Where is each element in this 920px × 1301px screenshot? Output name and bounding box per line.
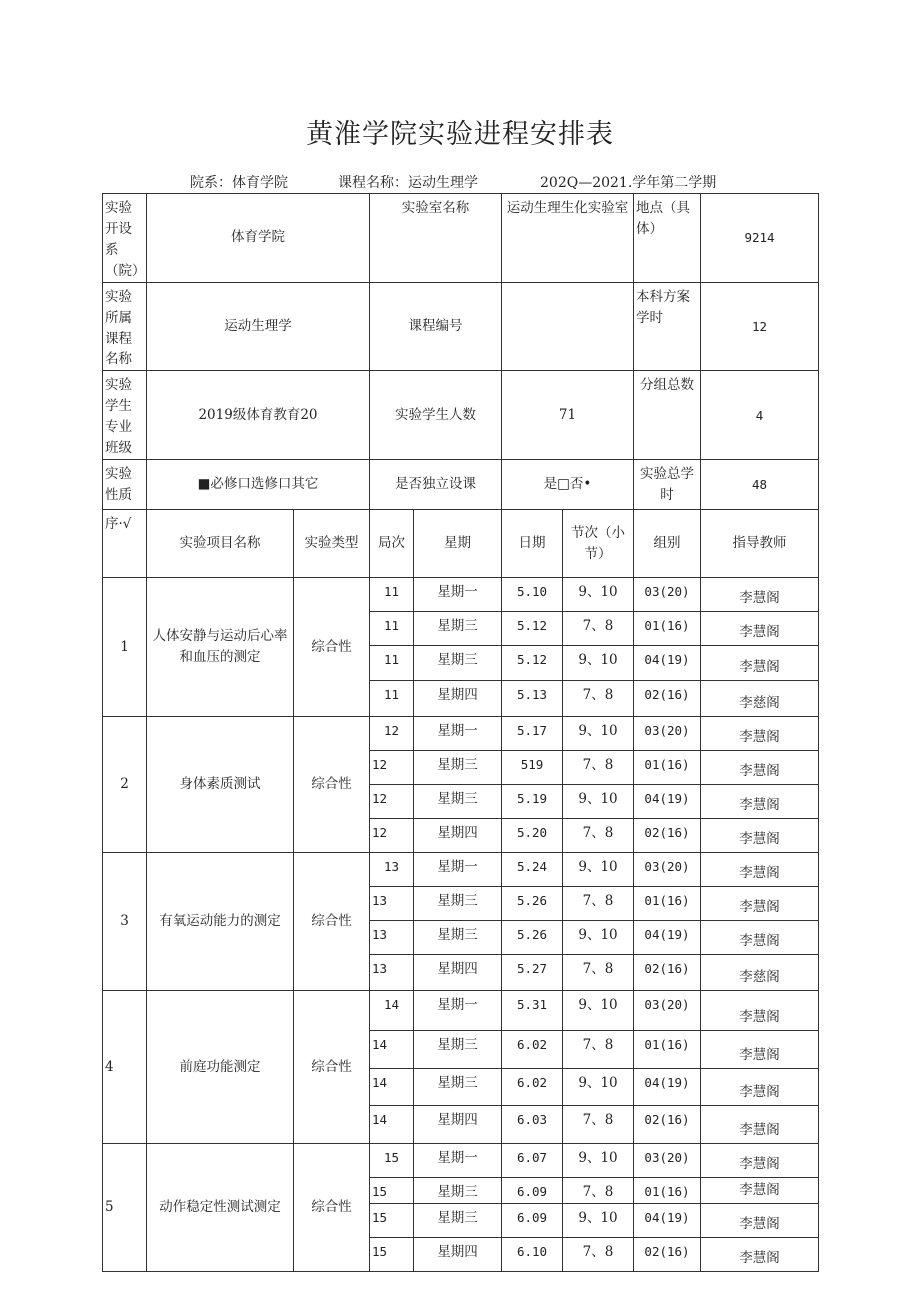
session-week: 13 xyxy=(370,921,414,955)
session-date: 5.26 xyxy=(502,887,563,921)
header-name: 实验项目名称 xyxy=(147,510,294,578)
session-date: 6.09 xyxy=(502,1204,563,1238)
session-date: 6.03 xyxy=(502,1106,563,1144)
session-weekday: 星期一 xyxy=(414,578,502,612)
session-period: 9、10 xyxy=(563,1069,634,1106)
session-weekday: 星期三 xyxy=(414,1069,502,1106)
session-group: 04(19) xyxy=(634,1069,701,1106)
session-weekday: 星期三 xyxy=(414,921,502,955)
header-weekday: 星期 xyxy=(414,510,502,578)
session-date: 5.20 xyxy=(502,819,563,853)
session-weekday: 星期一 xyxy=(414,1144,502,1178)
session-teacher: 李慧阁 xyxy=(701,578,819,612)
header-week: 局次 xyxy=(370,510,414,578)
session-weekday: 星期三 xyxy=(414,1204,502,1238)
info-row-4 xyxy=(103,460,819,510)
session-group: 03(20) xyxy=(634,991,701,1031)
header-group: 组别 xyxy=(634,510,701,578)
table-row xyxy=(103,853,819,887)
session-group: 01(16) xyxy=(634,1178,701,1204)
info-value: 71 xyxy=(502,371,634,460)
session-group: 03(20) xyxy=(634,1144,701,1178)
session-group: 02(16) xyxy=(634,1106,701,1144)
session-week: 14 xyxy=(370,1106,414,1144)
info-value: 12 xyxy=(701,282,819,371)
session-teacher: 李慧阁 xyxy=(701,1031,819,1069)
table-row xyxy=(103,717,819,751)
session-date: 5.31 xyxy=(502,991,563,1031)
session-teacher: 李慧阁 xyxy=(701,1106,819,1144)
session-group: 01(16) xyxy=(634,887,701,921)
info-row-2 xyxy=(103,282,819,371)
session-teacher: 李慧阁 xyxy=(701,991,819,1031)
session-teacher: 李慧阁 xyxy=(701,921,819,955)
session-date: 6.02 xyxy=(502,1031,563,1069)
session-date: 5.10 xyxy=(502,578,563,612)
session-weekday: 星期三 xyxy=(414,751,502,785)
info-label: 实验室名称 xyxy=(370,194,502,283)
info-value: 体育学院 xyxy=(147,194,370,283)
session-date: 6.02 xyxy=(502,1069,563,1106)
session-date: 5.19 xyxy=(502,785,563,819)
session-period: 7、8 xyxy=(563,1238,634,1272)
session-group: 04(19) xyxy=(634,646,701,681)
project-name: 前庭功能测定 xyxy=(147,991,294,1144)
info-value: 48 xyxy=(701,460,819,510)
session-weekday: 星期四 xyxy=(414,1106,502,1144)
schedule-table xyxy=(102,193,819,1272)
session-teacher: 李慧阁 xyxy=(701,717,819,751)
department-label: 院系：体育学院 xyxy=(190,175,288,191)
session-period: 7、8 xyxy=(563,681,634,717)
session-period: 9、10 xyxy=(563,578,634,612)
session-teacher: 李慧阁 xyxy=(701,1178,819,1204)
session-period: 9、10 xyxy=(563,646,634,681)
session-week: 15 xyxy=(370,1238,414,1272)
session-period: 9、10 xyxy=(563,1204,634,1238)
session-period: 7、8 xyxy=(563,612,634,646)
session-date: 6.09 xyxy=(502,1178,563,1204)
session-week: 13 xyxy=(370,853,414,887)
info-value: ■必修口选修口其它 xyxy=(147,460,370,510)
info-label: 实验总学时 xyxy=(634,460,701,510)
session-week: 15 xyxy=(370,1144,414,1178)
info-label: 实验性质 xyxy=(103,460,147,510)
session-weekday: 星期一 xyxy=(414,991,502,1031)
session-teacher: 李慧阁 xyxy=(701,1204,819,1238)
session-weekday: 星期四 xyxy=(414,819,502,853)
info-label: 实验开设系（院） xyxy=(103,194,147,283)
session-week: 11 xyxy=(370,578,414,612)
info-label: 实验所属课程名称 xyxy=(103,282,147,371)
session-teacher: 李慧阁 xyxy=(701,785,819,819)
session-weekday: 星期四 xyxy=(414,1238,502,1272)
session-date: 6.10 xyxy=(502,1238,563,1272)
session-week: 13 xyxy=(370,887,414,921)
session-week: 15 xyxy=(370,1204,414,1238)
session-period: 7、8 xyxy=(563,819,634,853)
info-label: 课程编号 xyxy=(370,282,502,371)
header-date: 日期 xyxy=(502,510,563,578)
session-teacher: 李慧阁 xyxy=(701,612,819,646)
session-group: 01(16) xyxy=(634,751,701,785)
project-type: 综合性 xyxy=(294,1144,370,1272)
session-date: 5.12 xyxy=(502,646,563,681)
info-row-1 xyxy=(103,194,819,283)
session-period: 9、10 xyxy=(563,1144,634,1178)
session-date: 5.26 xyxy=(502,921,563,955)
header-type: 实验类型 xyxy=(294,510,370,578)
session-period: 7、8 xyxy=(563,1106,634,1144)
session-date: 519 xyxy=(502,751,563,785)
project-type: 综合性 xyxy=(294,991,370,1144)
session-weekday: 星期三 xyxy=(414,1178,502,1204)
session-week: 12 xyxy=(370,819,414,853)
session-teacher: 李慧阁 xyxy=(701,1069,819,1106)
info-value: 9214 xyxy=(701,194,819,283)
session-date: 5.27 xyxy=(502,955,563,991)
session-group: 01(16) xyxy=(634,612,701,646)
header-seq: 序·√ xyxy=(103,510,147,578)
session-teacher: 李慧阁 xyxy=(701,887,819,921)
session-weekday: 星期四 xyxy=(414,955,502,991)
info-value: 2019级体育教育20 xyxy=(147,371,370,460)
session-date: 5.17 xyxy=(502,717,563,751)
session-week: 13 xyxy=(370,955,414,991)
session-date: 6.07 xyxy=(502,1144,563,1178)
session-group: 03(20) xyxy=(634,853,701,887)
session-date: 5.12 xyxy=(502,612,563,646)
session-teacher: 李慈阁 xyxy=(701,681,819,717)
session-weekday: 星期一 xyxy=(414,853,502,887)
info-value: 运动生理学 xyxy=(147,282,370,371)
session-group: 02(16) xyxy=(634,819,701,853)
page-title: 黄淮学院实验进程安排表 xyxy=(306,119,614,150)
info-label: 实验学生人数 xyxy=(370,371,502,460)
session-period: 7、8 xyxy=(563,955,634,991)
session-week: 11 xyxy=(370,612,414,646)
session-teacher: 李慧阁 xyxy=(701,1144,819,1178)
project-seq: 3 xyxy=(103,853,147,991)
session-group: 02(16) xyxy=(634,681,701,717)
header-row xyxy=(103,510,819,578)
project-type: 综合性 xyxy=(294,578,370,717)
session-week: 12 xyxy=(370,751,414,785)
session-period: 9、10 xyxy=(563,785,634,819)
session-group: 01(16) xyxy=(634,1031,701,1069)
session-period: 9、10 xyxy=(563,991,634,1031)
project-type: 综合性 xyxy=(294,853,370,991)
project-seq: 2 xyxy=(103,717,147,853)
info-value: 运动生理生化实验室 xyxy=(502,194,634,283)
session-teacher: 李慧阁 xyxy=(701,819,819,853)
info-label: 地点（具体） xyxy=(634,194,701,283)
session-group: 02(16) xyxy=(634,1238,701,1272)
session-teacher: 李慧阁 xyxy=(701,1238,819,1272)
project-name: 动作稳定性测试测定 xyxy=(147,1144,294,1272)
info-label: 实验学生专业班级 xyxy=(103,371,147,460)
session-week: 14 xyxy=(370,1031,414,1069)
info-label: 是否独立设课 xyxy=(370,460,502,510)
project-name: 身体素质测试 xyxy=(147,717,294,853)
session-group: 04(19) xyxy=(634,785,701,819)
info-value: 4 xyxy=(701,371,819,460)
session-weekday: 星期四 xyxy=(414,681,502,717)
session-date: 5.24 xyxy=(502,853,563,887)
session-week: 14 xyxy=(370,991,414,1031)
header-period: 节次（小节） xyxy=(563,510,634,578)
session-weekday: 星期三 xyxy=(414,612,502,646)
session-period: 7、8 xyxy=(563,1178,634,1204)
info-value: 是□否• xyxy=(502,460,634,510)
session-week: 15 xyxy=(370,1178,414,1204)
session-period: 9、10 xyxy=(563,921,634,955)
session-teacher: 李慧阁 xyxy=(701,751,819,785)
term-label: 202Q—2021.学年第二学期 xyxy=(540,175,717,191)
session-teacher: 李慈阁 xyxy=(701,955,819,991)
session-period: 9、10 xyxy=(563,853,634,887)
session-weekday: 星期三 xyxy=(414,887,502,921)
session-period: 7、8 xyxy=(563,1031,634,1069)
session-period: 9、10 xyxy=(563,717,634,751)
session-weekday: 星期三 xyxy=(414,1031,502,1069)
session-weekday: 星期一 xyxy=(414,717,502,751)
session-teacher: 李慧阁 xyxy=(701,853,819,887)
table-row xyxy=(103,991,819,1031)
session-period: 7、8 xyxy=(563,751,634,785)
project-seq: 5 xyxy=(103,1144,147,1272)
session-week: 12 xyxy=(370,785,414,819)
table-row xyxy=(103,578,819,612)
session-date: 5.13 xyxy=(502,681,563,717)
info-value xyxy=(502,282,634,371)
header-teacher: 指导教师 xyxy=(701,510,819,578)
session-week: 11 xyxy=(370,681,414,717)
session-period: 7、8 xyxy=(563,887,634,921)
session-teacher: 李慧阁 xyxy=(701,646,819,681)
session-group: 03(20) xyxy=(634,578,701,612)
project-type: 综合性 xyxy=(294,717,370,853)
project-seq: 4 xyxy=(103,991,147,1144)
session-group: 04(19) xyxy=(634,921,701,955)
info-row-3 xyxy=(103,371,819,460)
session-group: 02(16) xyxy=(634,955,701,991)
session-week: 11 xyxy=(370,646,414,681)
project-seq: 1 xyxy=(103,578,147,717)
project-name: 人体安静与运动后心率和血压的测定 xyxy=(147,578,294,717)
info-label: 本科方案学时 xyxy=(634,282,701,371)
session-weekday: 星期三 xyxy=(414,785,502,819)
session-week: 14 xyxy=(370,1069,414,1106)
table-row xyxy=(103,1144,819,1178)
session-group: 04(19) xyxy=(634,1204,701,1238)
session-group: 03(20) xyxy=(634,717,701,751)
session-week: 12 xyxy=(370,717,414,751)
session-weekday: 星期三 xyxy=(414,646,502,681)
info-label: 分组总数 xyxy=(634,371,701,460)
project-name: 有氧运动能力的测定 xyxy=(147,853,294,991)
course-label: 课程名称：运动生理学 xyxy=(338,175,478,191)
